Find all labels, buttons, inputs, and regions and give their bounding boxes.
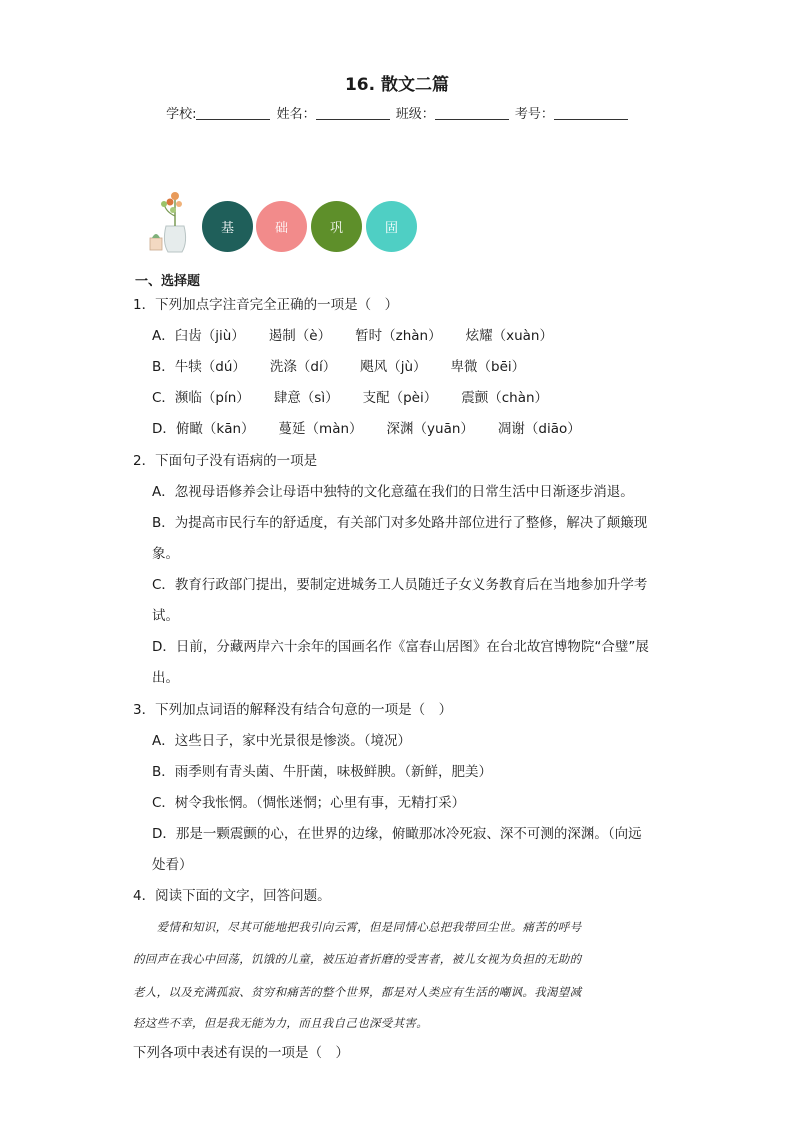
question-3-option-c: C．树令我怅惘。（惆怅迷惘；心里有事，无精打采）: [152, 795, 466, 811]
passage-line: 老人，以及充满孤寂、贫穷和痛苦的整个世界，都是对人类应有生活的嘲讽。我渴望减: [133, 985, 582, 999]
section-banner: [148, 186, 428, 256]
question-1-stem: 1．下列加点字注音完全正确的一项是（ ）: [133, 297, 399, 313]
passage-line: 轻这些不幸，但是我无能为力，而且我自己也深受其害。: [133, 1016, 428, 1030]
question-2-option-d-cont: 出。: [152, 670, 179, 686]
page-title: 16. 散文二篇: [344, 75, 450, 95]
question-2-option-b-cont: 象。: [152, 546, 179, 562]
question-3-option-a: A．这些日子，家中光景很是惨淡。（境况）: [152, 733, 411, 749]
question-4-followup: 下列各项中表述有误的一项是（ ）: [133, 1045, 349, 1061]
question-2-option-c-cont: 试。: [152, 608, 179, 624]
exam-number-label: 考号：: [514, 107, 554, 122]
question-2-stem: 2．下面句子没有语病的一项是: [133, 453, 318, 469]
question-1-option-c: C．濒临（pín） 肆意（sì） 支配（pèi） 震颤（chàn）: [152, 390, 549, 406]
question-1-option-d: D．俯瞰（kān） 蔓延（màn） 深渊（yuān） 凋谢（diāo）: [152, 421, 581, 437]
name-label: 姓名：: [276, 107, 316, 122]
question-2-option-a: A．忽视母语修养会让母语中独特的文化意蕴在我们的日常生活中日渐逐步消退。: [152, 484, 634, 500]
plant-vase-icon: [148, 186, 198, 254]
banner-char-1: 基: [202, 201, 253, 252]
question-2-option-d: D．日前，分藏两岸六十余年的国画名作《富春山居图》在台北故宫博物院“合璧”展: [152, 639, 649, 655]
banner-char-2: 础: [256, 201, 307, 252]
school-label: 学校:: [166, 107, 197, 122]
school-blank[interactable]: [196, 105, 270, 120]
question-3-option-d: D．那是一颗震颤的心，在世界的边缘，俯瞰那冰冷死寂、深不可测的深渊。（向远: [152, 826, 642, 842]
question-3-option-d-cont: 处看）: [152, 857, 193, 873]
passage-line: 爱情和知识，尽其可能地把我引向云霄，但是同情心总把我带回尘世。痛苦的呼号: [133, 920, 582, 934]
question-4-stem: 4．阅读下面的文字，回答问题。: [133, 888, 331, 904]
name-blank[interactable]: [316, 105, 390, 120]
banner-char-4: 固: [366, 201, 417, 252]
question-2-option-b: B．为提高市民行车的舒适度，有关部门对多处路井部位进行了整修，解决了颠簸现: [152, 515, 648, 531]
student-info-line: [0, 103, 794, 122]
question-3-stem: 3．下列加点词语的解释没有结合句意的一项是（ ）: [133, 702, 453, 718]
question-1-option-a: A．臼齿（jiù） 遏制（è） 暂时（zhàn） 炫耀（xuàn）: [152, 328, 553, 344]
exam-number-blank[interactable]: [554, 105, 628, 120]
section-heading: 一、选择题: [135, 274, 201, 289]
question-1-option-b: B．牛犊（dú） 洗涤（dí） 飓风（jù） 卑微（bēi）: [152, 359, 526, 375]
question-2-option-c: C．教育行政部门提出，要制定进城务工人员随迁子女义务教育后在当地参加升学考: [152, 577, 648, 593]
question-3-option-b: B．雨季则有青头菌、牛肝菌，味极鲜腴。（新鲜，肥美）: [152, 764, 493, 780]
class-blank[interactable]: [435, 105, 509, 120]
passage-line: 的回声在我心中回荡，饥饿的儿童，被压迫者折磨的受害者，被儿女视为负担的无助的: [133, 952, 582, 966]
class-label: 班级：: [395, 107, 435, 122]
banner-char-3: 巩: [311, 201, 362, 252]
